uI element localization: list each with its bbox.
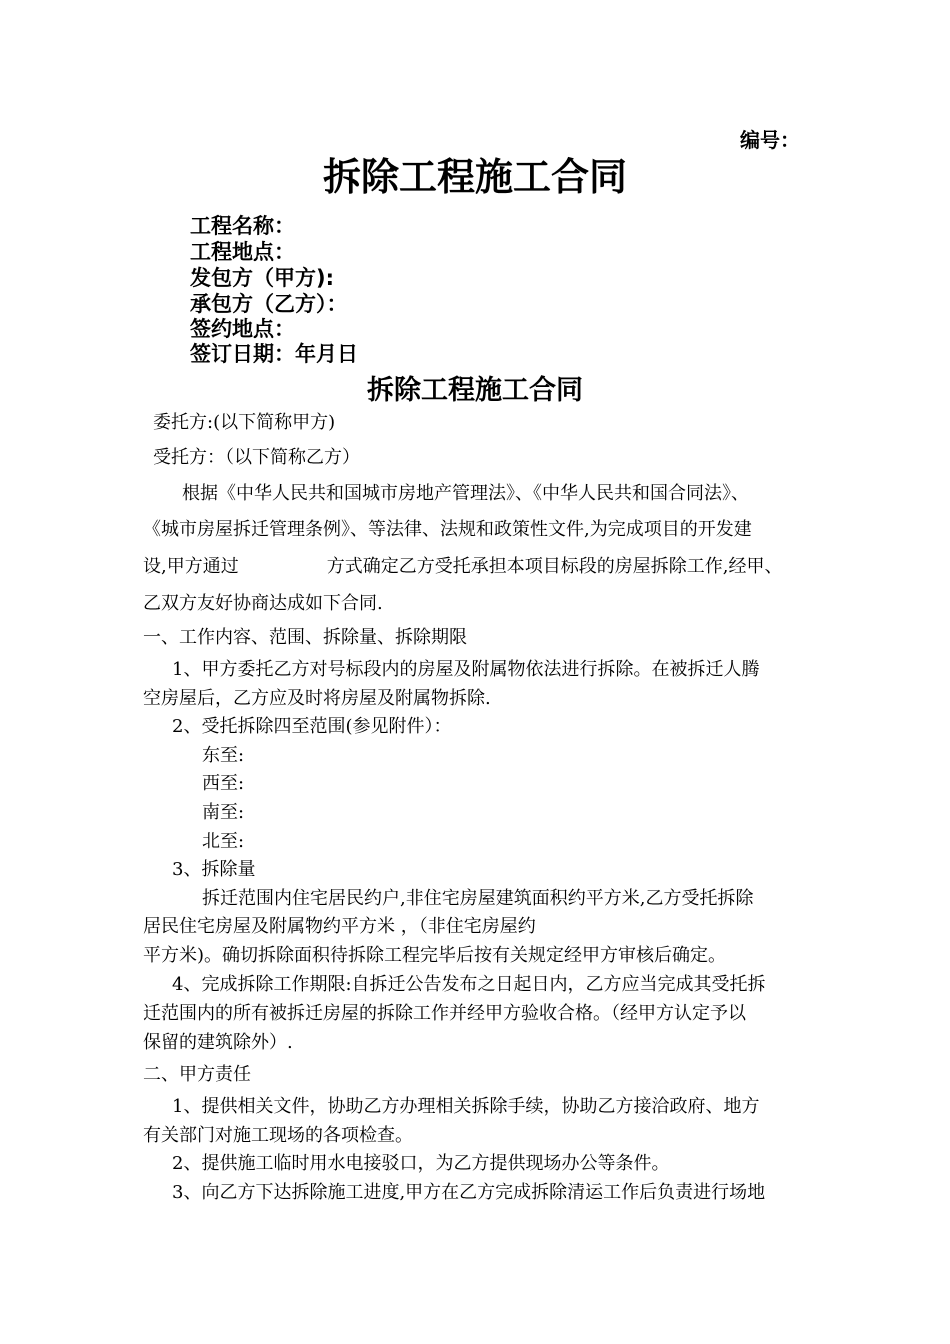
intro-line-2: 《城市房屋拆迁管理条例》、等法律、法规和政策性文件,为完成项目的开发建 <box>143 519 752 540</box>
boundary-south: 南至: <box>202 802 245 823</box>
clause-1-1-line-2: 空房屋后，乙方应及时将房屋及附属物拆除. <box>143 688 491 709</box>
cover-field-signing-date: 签订日期：年月日 <box>190 342 358 366</box>
clause-1-3-line-2: 居民住宅房屋及附属物约平方米 ，（非住宅房屋约 <box>143 916 536 937</box>
clause-1-3-line-3: 平方米)。确切拆除面积待拆除工程完毕后按有关规定经甲方审核后确定。 <box>143 945 727 966</box>
clause-1-3-line-1: 拆迁范围内住宅居民约户,非住宅房屋建筑面积约平方米,乙方受托拆除 <box>202 888 754 909</box>
intro-line-4: 乙双方友好协商达成如下合同. <box>143 593 383 614</box>
clause-2-2: 2、提供施工临时用水电接驳口，为乙方提供现场办公等条件。 <box>172 1153 670 1174</box>
cover-field-project-name: 工程名称： <box>190 214 295 238</box>
contract-title: 拆除工程施工合同 <box>367 375 583 406</box>
clause-1-1-line-1: 1、甲方委托乙方对号标段内的房屋及附属物依法进行拆除。在被拆迁人腾 <box>172 659 760 680</box>
intro-line-3-start: 设,甲方通过 <box>143 556 239 577</box>
party-a-line: 委托方:(以下简称甲方) <box>153 412 336 433</box>
cover-title: 拆除工程施工合同 <box>322 155 627 199</box>
party-b-line: 受托方：（以下简称乙方） <box>153 447 360 468</box>
section-2-heading: 二、甲方责任 <box>143 1064 251 1085</box>
cover-field-party-b: 承包方（乙方）： <box>190 292 348 316</box>
section-1-heading: 一、工作内容、范围、拆除量、拆除期限 <box>143 627 467 648</box>
clause-1-2: 2、受托拆除四至范围(参见附件）： <box>172 716 452 737</box>
cover-field-party-a: 发包方（甲方): <box>190 266 334 290</box>
clause-2-1-line-2: 有关部门对施工现场的各项检查。 <box>143 1125 413 1146</box>
boundary-east: 东至: <box>202 745 245 766</box>
serial-number-label: 编号： <box>740 128 800 152</box>
clause-1-3: 3、拆除量 <box>172 859 256 880</box>
cover-field-signing-place: 签约地点： <box>190 317 295 341</box>
intro-line-3-end: 方式确定乙方受托承担本项目标段的房屋拆除工作,经甲、 <box>326 556 783 577</box>
clause-2-3: 3、向乙方下达拆除施工进度,甲方在乙方完成拆除清运工作后负责进行场地 <box>172 1182 766 1203</box>
intro-line-3 <box>143 556 782 578</box>
clause-1-4-line-1: 4、完成拆除工作期限:自拆迁公告发布之日起日内，乙方应当完成其受托拆 <box>172 974 766 995</box>
boundary-north: 北至: <box>202 831 245 852</box>
clause-1-4-line-2: 迁范围内的所有被拆迁房屋的拆除工作并经甲方验收合格。（经甲方认定予以 <box>143 1003 746 1024</box>
boundary-west: 西至: <box>202 773 245 794</box>
clause-1-4-line-3: 保留的建筑除外）. <box>143 1032 293 1053</box>
cover-field-project-location: 工程地点： <box>190 240 295 264</box>
clause-2-1-line-1: 1、提供相关文件，协助乙方办理相关拆除手续，协助乙方接洽政府、地方 <box>172 1096 760 1117</box>
intro-line-1: 根据《中华人民共和国城市房地产管理法》、《中华人民共和国合同法》、 <box>182 483 749 504</box>
